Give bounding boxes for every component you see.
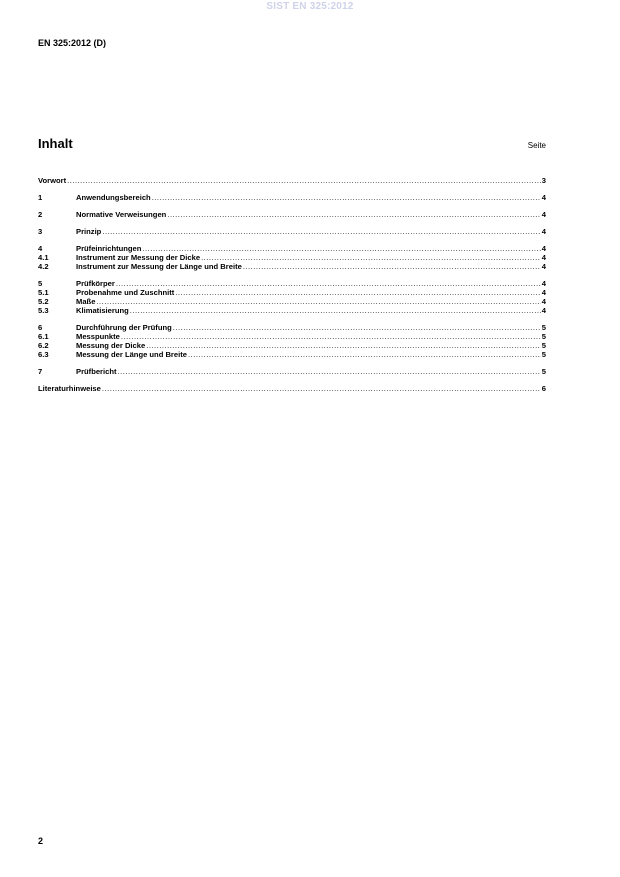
toc-leader-dots (243, 262, 541, 271)
toc-leader-dots (146, 341, 541, 350)
toc-entry[interactable] (38, 244, 546, 253)
toc-entry-page: 5 (541, 332, 546, 341)
toc-page-column-label: Seite (527, 141, 546, 150)
toc-entry-page: 4 (541, 244, 546, 253)
toc-entry-number: 5.1 (38, 288, 49, 297)
toc-entry[interactable] (38, 279, 546, 288)
toc-entry-page: 5 (541, 341, 546, 350)
toc-entry-number: 5.3 (38, 306, 49, 315)
toc-entry[interactable] (38, 297, 546, 306)
toc-entry-page: 4 (541, 297, 546, 306)
toc-entry-title: Messung der Länge und Breite (76, 350, 187, 359)
toc-entry-title: Messung der Dicke (76, 341, 146, 350)
toc-entry-page: 4 (541, 306, 546, 315)
toc-entry-title: Instrument zur Messung der Länge und Breite (76, 262, 242, 271)
toc-leader-dots (102, 384, 541, 393)
toc-entry-title: Maße (76, 297, 96, 306)
toc-leader-dots (118, 367, 541, 376)
toc-entry-title: Prinzip (76, 227, 102, 236)
toc-entry[interactable] (38, 332, 546, 341)
toc-leader-dots (102, 227, 540, 236)
toc-leader-dots (121, 332, 541, 341)
toc-entry-page: 5 (541, 350, 546, 359)
toc-heading: Inhalt (38, 136, 73, 151)
toc-entry-title: Instrument zur Messung der Dicke (76, 253, 201, 262)
toc-entry-title: Prüfbericht (76, 367, 117, 376)
toc-entry[interactable] (38, 288, 546, 297)
toc-entry-page: 4 (541, 262, 546, 271)
toc-entry-number: 4 (38, 244, 43, 253)
toc-entry[interactable] (38, 350, 546, 359)
toc-entry-title: Prüfeinrichtungen (76, 244, 142, 253)
toc-entry-number: 4.1 (38, 253, 49, 262)
toc-entry-number: 2 (38, 210, 43, 219)
toc-entry-title: Prüfkörper (76, 279, 115, 288)
toc-entry-number: 4.2 (38, 262, 49, 271)
toc-entry-page: 4 (541, 279, 546, 288)
document-id: EN 325:2012 (D) (38, 38, 107, 48)
toc-entry-page: 4 (541, 193, 546, 202)
toc-leader-dots (116, 279, 541, 288)
toc-entry-page: 5 (541, 367, 546, 376)
toc-entry[interactable] (38, 323, 546, 332)
toc-entry-title: Messpunkte (76, 332, 120, 341)
toc-entry-number: 6 (38, 323, 43, 332)
toc-entry[interactable] (38, 341, 546, 350)
toc-entry-page: 4 (541, 227, 546, 236)
toc-entry[interactable] (38, 384, 546, 393)
toc-leader-dots (167, 210, 540, 219)
toc-entry-page: 4 (541, 253, 546, 262)
toc-entry[interactable] (38, 253, 546, 262)
toc-entry-title: Probenahme und Zuschnitt (76, 288, 175, 297)
toc-entry[interactable] (38, 176, 546, 185)
toc-entry-number: 5.2 (38, 297, 49, 306)
toc-entry-page: 3 (541, 176, 546, 185)
toc-entry[interactable] (38, 306, 546, 315)
toc-entry-title: Anwendungsbereich (76, 193, 151, 202)
toc-entry[interactable] (38, 210, 546, 219)
toc-leader-dots (142, 244, 540, 253)
toc-leader-dots (152, 193, 541, 202)
toc-entry-number: 6.3 (38, 350, 49, 359)
toc-leader-dots (188, 350, 541, 359)
toc-entry[interactable] (38, 262, 546, 271)
toc-entry-number: 3 (38, 227, 43, 236)
toc-leader-dots (173, 323, 541, 332)
toc-leader-dots (67, 176, 541, 185)
toc-entry-page: 4 (541, 288, 546, 297)
toc-entry-number: 5 (38, 279, 43, 288)
toc-leader-dots (130, 306, 541, 315)
toc-entry-page: 5 (541, 323, 546, 332)
toc-leader-dots (175, 288, 540, 297)
toc-entry-title: Durchführung der Prüfung (76, 323, 172, 332)
toc-leader-dots (96, 297, 540, 306)
toc-entry-number: 6.1 (38, 332, 49, 341)
table-of-contents (38, 176, 546, 393)
watermark: SIST EN 325:2012 (266, 1, 354, 12)
toc-entry-title: Literaturhinweise (38, 384, 101, 393)
toc-entry-title: Vorwort (38, 176, 67, 185)
toc-entry-page: 4 (541, 210, 546, 219)
toc-entry-title: Klimatisierung (76, 306, 129, 315)
toc-entry[interactable] (38, 193, 546, 202)
toc-entry-page: 6 (541, 384, 546, 393)
toc-entry[interactable] (38, 227, 546, 236)
toc-entry[interactable] (38, 367, 546, 376)
toc-entry-number: 1 (38, 193, 43, 202)
toc-entry-number: 6.2 (38, 341, 49, 350)
toc-leader-dots (201, 253, 541, 262)
page-number: 2 (38, 836, 44, 846)
toc-entry-number: 7 (38, 367, 43, 376)
toc-entry-title: Normative Verweisungen (76, 210, 167, 219)
